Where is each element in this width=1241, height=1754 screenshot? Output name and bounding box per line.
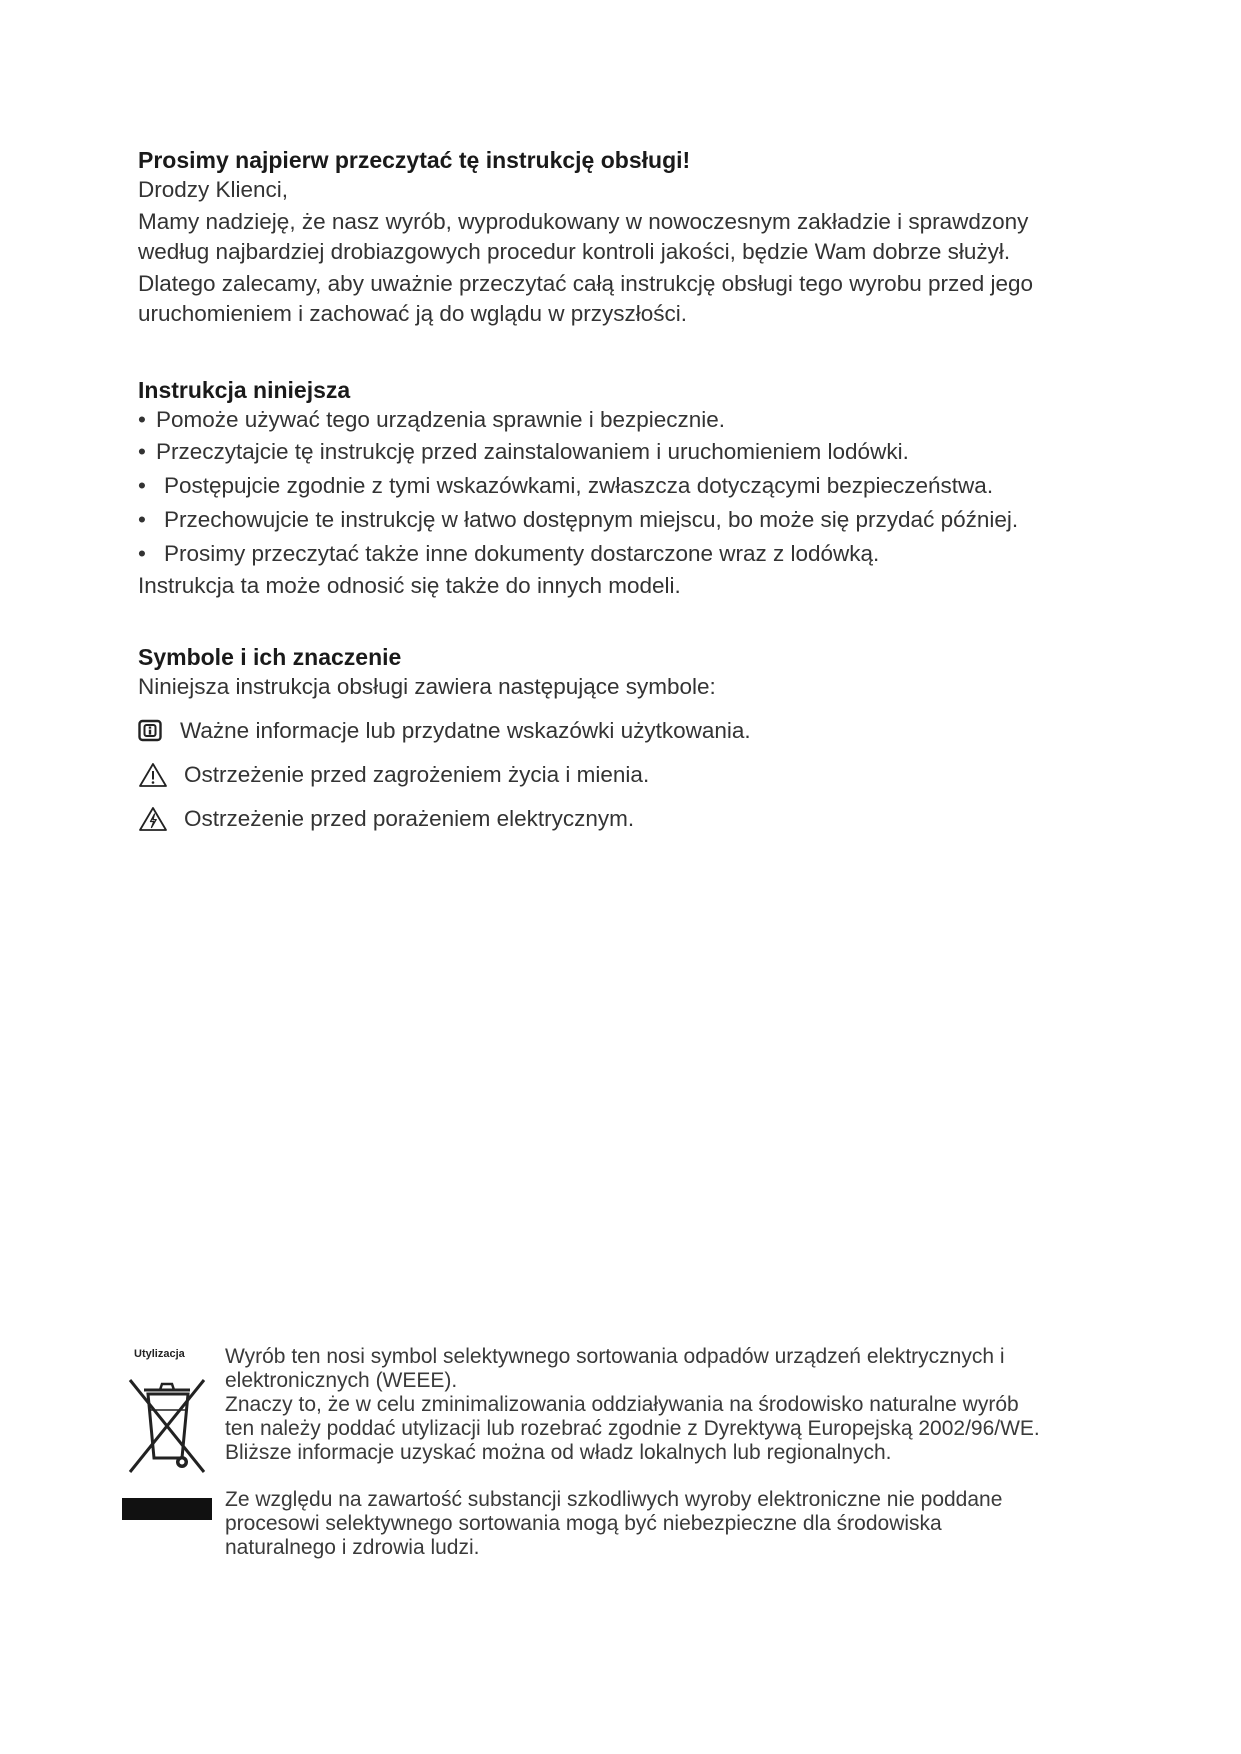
- symbol-row-electric: [138, 804, 634, 834]
- symbol-description: Ostrzeżenie przed zagrożeniem życia i mienia.: [184, 762, 650, 787]
- weee-line: ten należy poddać utylizacji lub rozebrać zgodnie z Dyrektywą Europejską 2002/96/WE.: [225, 1417, 1040, 1440]
- weee-paragraph-2: [225, 1488, 1145, 1560]
- electric-warning-icon: [138, 806, 168, 832]
- instructions-section: [138, 375, 1138, 601]
- intro-paragraph-line: Dlatego zalecamy, aby uważnie przeczytać całą instrukcję obsługi tego wyrobu przed jego: [138, 271, 1034, 296]
- info-icon: [138, 719, 162, 743]
- weee-line: elektronicznych (WEEE).: [225, 1369, 458, 1392]
- weee-line: Ze względu na zawartość substancji szkodliwych wyroby elektroniczne nie poddane: [225, 1488, 1003, 1511]
- bullet-item: • Prosimy przeczytać także inne dokumenty dostarczone wraz z lodówką.: [138, 541, 880, 566]
- intro-paragraph-line: według najbardziej drobiazgowych procedur kontroli jakości, będzie Wam dobrze służył.: [138, 239, 1011, 264]
- weee-line: Znaczy to, że w celu zminimalizowania oddziaływania na środowisko naturalne wyrób: [225, 1393, 1019, 1416]
- weee-label: Utylizacja: [134, 1348, 185, 1360]
- symbol-row-info: [138, 716, 751, 746]
- intro-paragraph-line: uruchomieniem i zachować ją do wglądu w przyszłości.: [138, 301, 687, 326]
- weee-line: Bliższe informacje uzyskać można od władz lokalnych lub regionalnych.: [225, 1441, 892, 1464]
- bullet-item: • Przechowujcie te instrukcję w łatwo dostępnym miejscu, bo może się przydać później.: [138, 507, 1019, 532]
- symbols-section: [138, 642, 1138, 702]
- weee-line: procesowi selektywnego sortowania mogą być niebezpieczne dla środowiska: [225, 1512, 942, 1535]
- instructions-heading: Instrukcja niniejsza: [138, 377, 351, 403]
- symbol-description: Ważne informacje lub przydatne wskazówki użytkowania.: [180, 718, 751, 743]
- bullet-item: • Pomoże używać tego urządzenia sprawnie i bezpiecznie.: [138, 407, 726, 432]
- instructions-note: Instrukcja ta może odnosić się także do innych modeli.: [138, 573, 681, 598]
- weee-paragraph-1: [225, 1345, 1145, 1465]
- warning-icon: [138, 762, 168, 788]
- symbol-row-warning: [138, 760, 649, 790]
- bullet-item: • Przeczytajcie tę instrukcję przed zainstalowaniem i uruchomieniem lodówki.: [138, 439, 909, 464]
- symbols-intro: Niniejsza instrukcja obsługi zawiera następujące symbole:: [138, 674, 716, 699]
- intro-section: [138, 145, 1138, 329]
- intro-paragraph-line: Mamy nadzieję, że nasz wyrób, wyprodukowany w nowoczesnym zakładzie i sprawdzony: [138, 209, 1029, 234]
- bullet-item: • Postępujcie zgodnie z tymi wskazówkami, zwłaszcza dotyczącymi bezpieczeństwa.: [138, 473, 994, 498]
- weee-line: Wyrób ten nosi symbol selektywnego sortowania odpadów urządzeń elektrycznych i: [225, 1345, 1005, 1368]
- symbols-heading: Symbole i ich znaczenie: [138, 644, 402, 670]
- crossed-bin-icon: [122, 1362, 212, 1527]
- weee-line: naturalnego i zdrowia ludzi.: [225, 1536, 480, 1559]
- greeting: Drodzy Klienci,: [138, 177, 289, 202]
- intro-heading: Prosimy najpierw przeczytać tę instrukcję obsługi!: [138, 147, 691, 173]
- symbol-description: Ostrzeżenie przed porażeniem elektrycznym.: [184, 806, 635, 831]
